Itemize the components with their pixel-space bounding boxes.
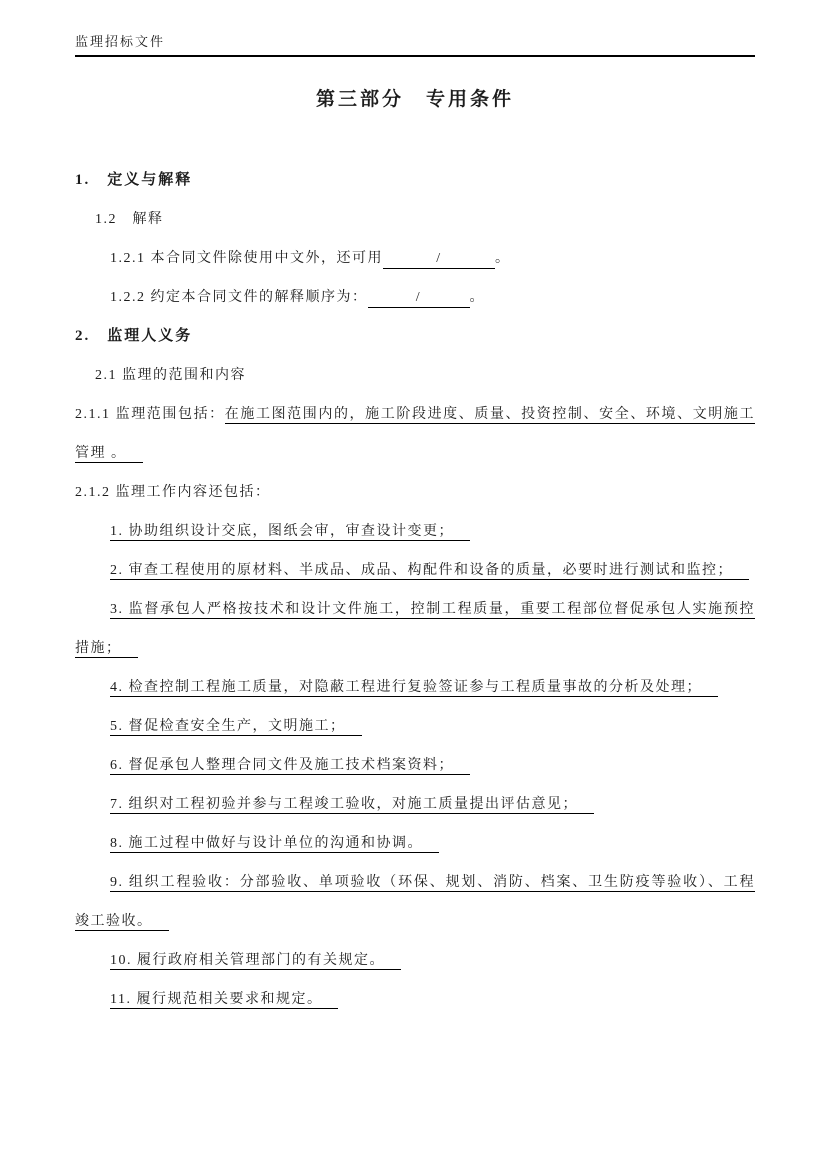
work-item-2-text: 2. 审查工程使用的原材料、半成品、成品、构配件和设备的质量，必要时进行测试和监控； — [110, 563, 749, 580]
work-item-3 — [75, 590, 755, 668]
work-item-7-text: 7. 组织对工程初验并参与工程竣工验收，对施工质量提出评估意见； — [110, 797, 594, 814]
work-item-9 — [75, 863, 755, 941]
work-item-1-text: 1. 协助组织设计交底，图纸会审，审查设计变更； — [110, 524, 470, 541]
work-item-1 — [75, 512, 755, 551]
section-1-heading: 1. 定义与解释 — [75, 172, 193, 188]
fill-in-blank-language: / — [383, 250, 495, 269]
work-item-9-text: 9. 组织工程验收：分部验收、单项验收（环保、规划、消防、档案、卫生防疫等验收）、工程竣工验收。 — [75, 875, 755, 929]
work-item-6 — [75, 746, 755, 785]
clause-1-2-2-period: 。 — [469, 290, 485, 305]
clause-1-2-1 — [75, 239, 755, 278]
work-item-10 — [75, 941, 755, 980]
work-item-4-text: 4. 检查控制工程施工质量，对隐蔽工程进行复验签证参与工程质量事故的分析及处理； — [110, 680, 718, 697]
work-item-7 — [75, 785, 755, 824]
clause-1-2-1-period: 。 — [495, 251, 511, 266]
clause-2-1-2: 2.1.2 监理工作内容还包括： — [75, 485, 271, 500]
work-item-11-text: 11. 履行规范相关要求和规定。 — [110, 992, 338, 1009]
work-item-2 — [75, 551, 755, 590]
doc-header-label: 监理招标文件 — [75, 34, 166, 49]
supervision-scope-underlined: 在施工图范围内的，施工阶段进度、质量、投资控制、安全、环境、文明施工管理 。 — [75, 407, 755, 461]
work-item-5-text: 5. 督促检查安全生产，文明施工； — [110, 719, 362, 736]
clause-2-1: 2.1 监理的范围和内容 — [95, 368, 246, 383]
clause-2-1-1 — [75, 395, 755, 473]
running-header — [75, 33, 755, 57]
document-body — [75, 161, 755, 1019]
work-item-11 — [75, 980, 755, 1019]
page-title: 第三部分 专用条件 — [315, 89, 514, 110]
work-item-6-text: 6. 督促承包人整理合同文件及施工技术档案资料； — [110, 758, 470, 775]
fill-in-blank-order: / — [368, 289, 470, 308]
clause-1-2-2-text: 1.2.2 约定本合同文件的解释顺序为： — [110, 290, 368, 305]
work-item-3-text: 3. 监督承包人严格按技术和设计文件施工，控制工程质量，重要工程部位督促承包人实施预控措施； — [75, 602, 755, 656]
clause-1-2-1-text: 1.2.1 本合同文件除使用中文外，还可用 — [110, 251, 383, 266]
section-2-heading: 2. 监理人义务 — [75, 328, 193, 344]
clause-1-2-2 — [75, 278, 755, 317]
clause-2-1-1-label: 2.1.1 监理范围包括： — [75, 407, 225, 422]
work-item-10-text: 10. 履行政府相关管理部门的有关规定。 — [110, 953, 401, 970]
work-item-5 — [75, 707, 755, 746]
work-item-8 — [75, 824, 755, 863]
work-item-8-text: 8. 施工过程中做好与设计单位的沟通和协调。 — [110, 836, 439, 853]
work-item-4 — [75, 668, 755, 707]
clause-1-2: 1.2 解释 — [95, 212, 164, 227]
